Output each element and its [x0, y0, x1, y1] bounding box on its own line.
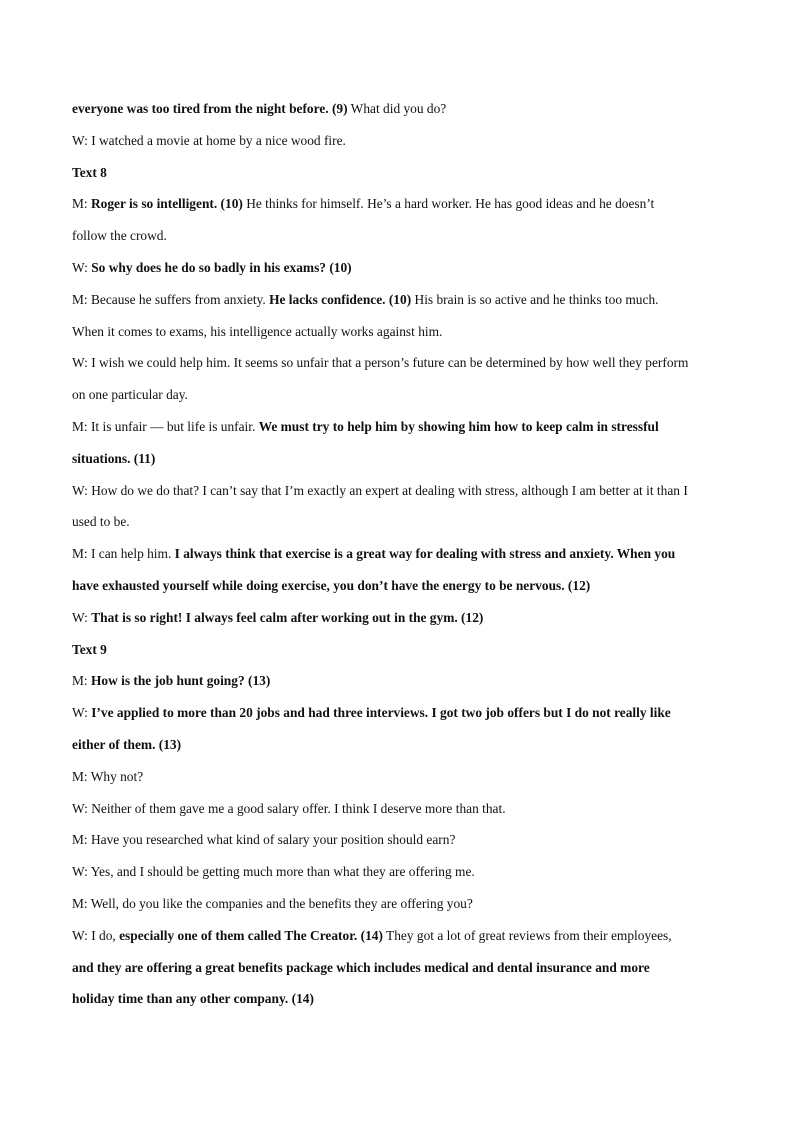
text-segment: His brain is so active and he thinks too much.: [411, 291, 659, 307]
bold-text-segment: either of them. (13): [72, 736, 182, 752]
transcript-line: [72, 225, 722, 257]
text-segment: M:: [72, 196, 91, 212]
bold-text-segment: Text 8: [72, 164, 107, 180]
transcript-line: [72, 448, 722, 480]
text-segment: M: Well, do you like the companies and the benefits they are offering you?: [72, 895, 473, 911]
transcript-line: [72, 893, 722, 925]
text-segment: W: I watched a movie at home by a nice wood fire.: [72, 132, 346, 148]
transcript-line: [72, 702, 722, 734]
transcript-line: [72, 352, 722, 384]
transcript-line: [72, 511, 722, 543]
bold-text-segment: Roger is so intelligent. (10): [90, 196, 243, 212]
text-segment: He thinks for himself. He’s a hard worker. He has good ideas and he doesn’t: [242, 196, 655, 212]
text-segment: W: Neither of them gave me a good salary offer. I think I deserve more than that.: [72, 800, 506, 816]
text-segment: W: How do we do that? I can’t say that I’m exactly an expert at dealing with stress, although I am better at it than I: [72, 482, 688, 498]
text-segment: W: Yes, and I should be getting much more than what they are offering me.: [72, 864, 475, 880]
text-segment: M: Why not?: [72, 768, 144, 784]
bold-text-segment: situations. (11): [72, 450, 156, 466]
bold-text-segment: Text 9: [72, 641, 107, 657]
text-segment: W: I do,: [72, 927, 120, 943]
bold-text-segment: We must try to help him by showing him how to keep calm in stressful: [258, 418, 659, 434]
bold-text-segment: I always think that exercise is a great way for dealing with stress and anxiety. When you: [174, 546, 676, 562]
text-segment: used to be.: [72, 514, 130, 530]
text-segment: M: Because he suffers from anxiety.: [72, 291, 270, 307]
text-segment: on one particular day.: [72, 387, 188, 403]
transcript-line: [72, 861, 722, 893]
transcript-line: [72, 543, 722, 575]
bold-text-segment: have exhausted yourself while doing exercise, you don’t have the energy to be nervous. (12): [72, 577, 591, 593]
transcript-line: [72, 766, 722, 798]
bold-text-segment: How is the job hunt going? (13): [90, 673, 271, 689]
transcript-line: [72, 416, 722, 448]
bold-text-segment: and they are offering a great benefits package which includes medical and dental insurance and more: [72, 959, 650, 975]
text-segment: M: It is unfair — but life is unfair.: [72, 418, 259, 434]
bold-text-segment: He lacks confidence. (10): [269, 291, 412, 307]
transcript-line: [72, 384, 722, 416]
bold-text-segment: everyone was too tired from the night before. (9): [72, 101, 348, 116]
transcript-line: [72, 130, 722, 162]
bold-text-segment: I’ve applied to more than 20 jobs and had three interviews. I got two job offers but I do not really like: [91, 705, 671, 721]
text-segment: M: I can help him.: [72, 546, 175, 562]
transcript-line: [72, 321, 722, 353]
transcript-line: [72, 925, 722, 957]
text-segment: W:: [72, 705, 92, 721]
text-segment: M:: [72, 673, 91, 689]
text-segment: They got a lot of great reviews from their employees,: [382, 927, 672, 943]
transcript-line: [72, 575, 722, 607]
transcript-line: [72, 734, 722, 766]
text-segment: W:: [72, 259, 92, 275]
transcript-line: [72, 607, 722, 639]
bold-text-segment: That is so right! I always feel calm after working out in the gym. (12): [91, 609, 484, 625]
transcript-line: [72, 798, 722, 830]
bold-text-segment: So why does he do so badly in his exams? (10): [91, 259, 352, 275]
transcript-line: [72, 480, 722, 512]
text-segment: What did you do?: [347, 101, 447, 116]
text-segment: W: I wish we could help him. It seems so unfair that a person’s future can be determined by how well they perform: [72, 355, 689, 371]
transcript-line: [72, 257, 722, 289]
transcript-line: [72, 639, 722, 671]
bold-text-segment: especially one of them called The Creator. (14): [119, 927, 383, 943]
text-segment: When it comes to exams, his intelligence actually works against him.: [72, 323, 443, 339]
transcript-body: [72, 98, 722, 1020]
transcript-line: [72, 98, 722, 130]
bold-text-segment: holiday time than any other company. (14): [72, 991, 314, 1007]
transcript-line: [72, 988, 722, 1020]
transcript-line: [72, 670, 722, 702]
text-segment: follow the crowd.: [72, 228, 167, 244]
transcript-line: [72, 957, 722, 989]
text-segment: W:: [72, 609, 92, 625]
transcript-line: [72, 162, 722, 194]
transcript-line: [72, 193, 722, 225]
text-segment: M: Have you researched what kind of salary your position should earn?: [72, 832, 456, 848]
transcript-line: [72, 829, 722, 861]
transcript-line: [72, 289, 722, 321]
